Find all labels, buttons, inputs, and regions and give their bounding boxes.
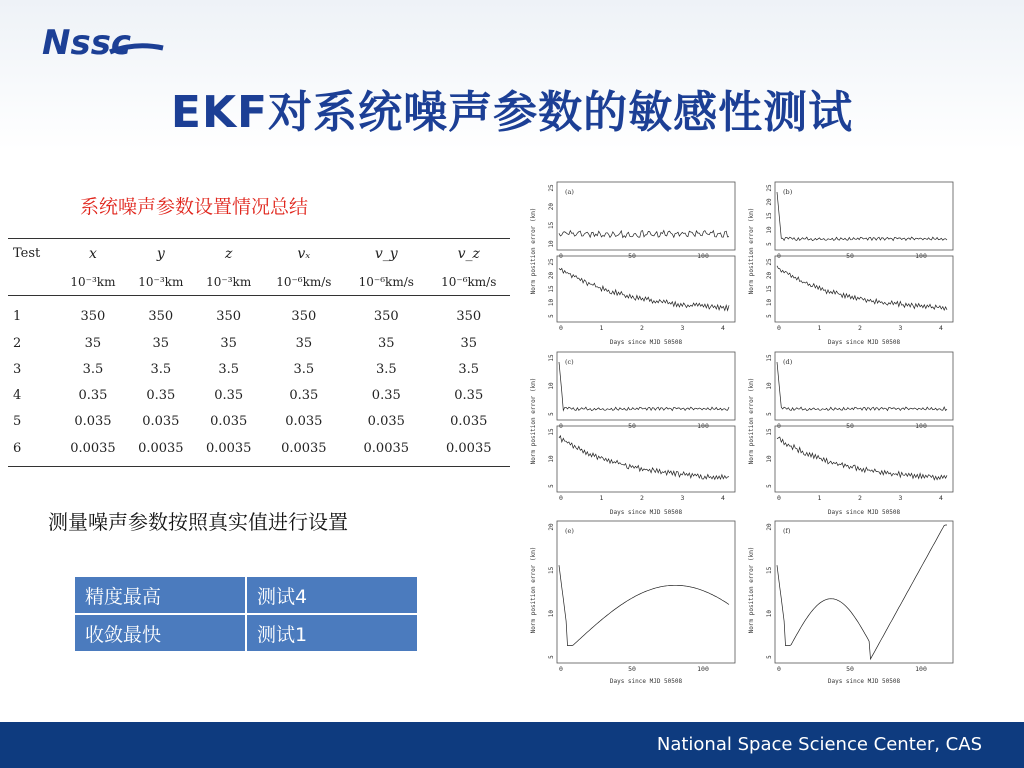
- summary-value: 测试4: [246, 576, 418, 614]
- error-curve: [777, 266, 947, 310]
- y-tick-label: 10: [766, 455, 773, 463]
- column-header: x: [88, 245, 97, 262]
- table-cell: 1: [13, 308, 22, 324]
- table-cell: 0.35: [78, 387, 108, 403]
- table-row: [8, 356, 510, 382]
- x-tick-label: 100: [697, 422, 709, 430]
- x-axis-label: Days since MJD 50508: [609, 678, 683, 685]
- logo-text: Nssc: [42, 24, 132, 62]
- table-row: [8, 434, 510, 467]
- y-tick-label: 5: [548, 484, 555, 488]
- unit-cell: 10⁻³km: [70, 274, 116, 289]
- unit-cell: [8, 268, 59, 296]
- y-tick-label: 15: [548, 428, 555, 436]
- footer-bar: [0, 722, 1024, 768]
- x-tick-label: 100: [915, 665, 927, 673]
- table-cell: 35: [295, 335, 313, 351]
- y-tick-label: 10: [766, 226, 773, 234]
- y-axis-label: Norm position error (km): [748, 207, 755, 295]
- table-cell: 0.035: [367, 413, 405, 429]
- plot-frame: [775, 521, 953, 663]
- table-cell: 4: [13, 387, 22, 403]
- y-tick-label: 10: [766, 610, 773, 618]
- y-tick-label: 15: [766, 212, 773, 220]
- x-tick-label: 2: [858, 324, 862, 332]
- column-header: vₓ: [297, 245, 311, 262]
- table-cell: 350: [456, 308, 482, 324]
- panel-label: (b): [783, 188, 793, 196]
- section-title: 系统噪声参数设置情况总结: [80, 196, 309, 218]
- table-cell: 6: [13, 440, 22, 456]
- y-tick-label: 20: [766, 198, 773, 206]
- x-tick-label: 0: [559, 252, 563, 260]
- table-cell: 0.035: [74, 413, 112, 429]
- x-tick-label: 1: [599, 324, 604, 332]
- y-tick-label: 25: [548, 184, 555, 192]
- y-tick-label: 5: [766, 412, 773, 416]
- y-tick-label: 25: [548, 258, 555, 266]
- x-axis-label: Days since MJD 50508: [827, 339, 901, 346]
- y-tick-label: 20: [766, 271, 773, 280]
- table-cell: 35: [220, 335, 237, 351]
- table-cell: 0.0035: [138, 440, 184, 456]
- x-tick-label: 0: [777, 252, 781, 260]
- table-cell: 350: [80, 308, 106, 324]
- noise-params-table: [8, 238, 510, 467]
- x-tick-label: 4: [939, 494, 943, 502]
- table-cell: 35: [84, 335, 102, 351]
- y-tick-label: 15: [548, 285, 555, 293]
- table-cell: 350: [291, 308, 317, 324]
- x-axis-label: Days since MJD 50508: [609, 509, 683, 516]
- table-cell: 0.035: [450, 413, 488, 429]
- x-tick-label: 0: [777, 665, 781, 673]
- x-tick-label: 1: [817, 324, 822, 332]
- x-tick-label: 50: [628, 665, 636, 673]
- x-tick-label: 0: [777, 422, 781, 430]
- x-tick-label: 100: [697, 665, 709, 673]
- unit-cell: 10⁻⁶km/s: [276, 274, 332, 289]
- table-cell: 35: [460, 335, 478, 351]
- y-tick-label: 25: [766, 258, 773, 266]
- table-cell: 0.35: [454, 387, 484, 403]
- y-axis-label: Norm position error (km): [530, 377, 537, 465]
- y-tick-label: 20: [548, 271, 555, 280]
- plot-panel: [745, 346, 963, 516]
- y-tick-label: 5: [548, 314, 555, 318]
- error-curve: [777, 437, 947, 480]
- y-axis-label: Norm position error (km): [530, 207, 537, 295]
- unit-cell: 10⁻⁶km/s: [358, 274, 414, 289]
- error-curve: [559, 268, 729, 310]
- column-header: v_y: [374, 245, 398, 262]
- table-header-row: [8, 239, 510, 269]
- panel-label: (a): [565, 188, 574, 196]
- unit-cell: 10⁻⁶km/s: [441, 274, 497, 289]
- plot-frame: [775, 426, 953, 492]
- y-tick-label: 15: [766, 566, 773, 574]
- y-tick-label: 15: [548, 221, 555, 229]
- table-cell: 0.35: [289, 387, 319, 403]
- y-tick-label: 10: [766, 298, 773, 307]
- y-tick-label: 10: [548, 298, 555, 307]
- table-cell: 0.0035: [446, 440, 492, 456]
- x-tick-label: 0: [559, 494, 563, 502]
- y-tick-label: 10: [548, 382, 555, 390]
- x-tick-label: 2: [640, 494, 644, 502]
- error-curve: [559, 436, 729, 480]
- plot-panel: [527, 515, 745, 685]
- y-tick-label: 5: [766, 484, 773, 488]
- summary-value: 测试1: [246, 614, 418, 652]
- x-tick-label: 1: [599, 494, 604, 502]
- table-row: [8, 408, 510, 434]
- table-cell: 5: [13, 413, 22, 429]
- table-cell: 0.035: [210, 413, 248, 429]
- column-header: z: [224, 245, 233, 262]
- measurement-noise-note: 测量噪声参数按照真实值进行设置: [48, 510, 348, 534]
- panel-label: (e): [565, 527, 574, 535]
- y-axis-label: Norm position error (km): [748, 377, 755, 465]
- nssc-logo: [40, 24, 165, 62]
- x-tick-label: 50: [846, 252, 854, 260]
- y-tick-label: 5: [766, 314, 773, 318]
- panel-label: (d): [783, 358, 793, 366]
- summary-row: [74, 576, 418, 614]
- table-cell: 0.35: [146, 387, 176, 403]
- table-cell: 3.5: [82, 361, 104, 377]
- error-curve: [559, 362, 729, 411]
- x-tick-label: 3: [680, 494, 685, 502]
- y-tick-label: 15: [766, 285, 773, 293]
- y-tick-label: 15: [548, 354, 555, 362]
- table-cell: 3.5: [293, 361, 315, 377]
- x-axis-label: Days since MJD 50508: [827, 678, 901, 685]
- x-tick-label: 2: [858, 494, 862, 502]
- plot-frame: [775, 256, 953, 322]
- table-cell: 3: [13, 361, 22, 377]
- table-row: [8, 296, 510, 331]
- x-tick-label: 0: [559, 665, 563, 673]
- table-cell: 3.5: [150, 361, 172, 377]
- y-tick-label: 25: [766, 184, 773, 192]
- x-tick-label: 0: [777, 494, 781, 502]
- y-axis-label: Norm position error (km): [748, 546, 755, 634]
- table-cell: 0.035: [285, 413, 323, 429]
- x-tick-label: 50: [628, 422, 636, 430]
- column-header: y: [156, 245, 165, 262]
- plot-frame: [557, 521, 735, 663]
- x-tick-label: 4: [721, 494, 725, 502]
- y-tick-label: 20: [548, 523, 555, 531]
- plot-frame: [557, 426, 735, 492]
- page-title: EKF对系统噪声参数的敏感性测试: [170, 87, 854, 138]
- table-unit-row: [8, 268, 510, 296]
- x-axis-label: Days since MJD 50508: [827, 509, 901, 516]
- table-cell: 0.0035: [205, 440, 252, 456]
- unit-cell: 10⁻³km: [138, 274, 184, 289]
- x-tick-label: 2: [640, 324, 644, 332]
- x-axis-label: Days since MJD 50508: [609, 339, 683, 346]
- table-cell: 3.5: [375, 361, 397, 377]
- table-cell: 0.35: [214, 387, 244, 403]
- summary-label: 收敛最快: [74, 614, 246, 652]
- x-tick-label: 0: [559, 324, 563, 332]
- plot-frame: [557, 182, 735, 250]
- plot-frame: [557, 352, 735, 420]
- plot-panel: [745, 176, 963, 346]
- x-tick-label: 4: [721, 324, 725, 332]
- x-tick-label: 4: [939, 324, 943, 332]
- table-cell: 3.5: [458, 361, 480, 377]
- table-cell: 0.035: [142, 413, 180, 429]
- error-curve: [777, 192, 947, 241]
- plot-panel: [527, 346, 745, 516]
- table-cell: 0.0035: [70, 440, 116, 456]
- table-cell: 0.35: [371, 387, 401, 403]
- x-tick-label: 0: [777, 324, 781, 332]
- x-tick-label: 3: [680, 324, 685, 332]
- table-cell: 2: [13, 335, 22, 351]
- y-tick-label: 5: [766, 242, 773, 246]
- panel-label: (c): [565, 358, 574, 366]
- y-tick-label: 5: [548, 412, 555, 416]
- x-tick-label: 3: [898, 494, 903, 502]
- panel-label: (f): [783, 527, 791, 535]
- error-curve: [777, 362, 947, 411]
- table-cell: 3.5: [218, 361, 240, 377]
- column-header: Test: [13, 246, 41, 261]
- y-tick-label: 5: [766, 655, 773, 659]
- x-tick-label: 50: [628, 252, 636, 260]
- x-tick-label: 3: [898, 324, 903, 332]
- y-tick-label: 15: [766, 354, 773, 362]
- error-curve: [777, 525, 947, 659]
- unit-cell: 10⁻³km: [206, 274, 252, 289]
- x-tick-label: 100: [915, 422, 927, 430]
- x-tick-label: 0: [559, 422, 563, 430]
- plot-panel: [745, 515, 963, 685]
- x-tick-label: 100: [697, 252, 709, 260]
- y-tick-label: 10: [548, 610, 555, 618]
- table-cell: 0.0035: [363, 440, 410, 456]
- table-cell: 35: [378, 335, 395, 351]
- plot-frame: [775, 182, 953, 250]
- y-tick-label: 10: [548, 240, 555, 248]
- x-tick-label: 1: [817, 494, 822, 502]
- table-cell: 350: [216, 308, 242, 324]
- summary-row: [74, 614, 418, 652]
- y-axis-label: Norm position error (km): [530, 546, 537, 634]
- table-row: [8, 382, 510, 408]
- error-curve: [559, 231, 729, 238]
- summary-table: [73, 575, 419, 653]
- footer-text: National Space Science Center, CAS: [656, 734, 982, 755]
- x-tick-label: 100: [915, 252, 927, 260]
- table-body: [8, 296, 510, 467]
- table-row: [8, 330, 510, 356]
- error-curve: [559, 565, 729, 645]
- y-tick-label: 20: [766, 523, 773, 531]
- y-tick-label: 15: [766, 428, 773, 436]
- x-tick-label: 50: [846, 422, 854, 430]
- summary-label: 精度最高: [74, 576, 246, 614]
- y-tick-label: 15: [548, 566, 555, 574]
- y-tick-label: 20: [548, 203, 555, 211]
- plot-panel: [527, 176, 745, 346]
- x-tick-label: 50: [846, 665, 854, 673]
- y-tick-label: 10: [766, 382, 773, 390]
- plot-frame: [775, 352, 953, 420]
- table-cell: 350: [373, 308, 399, 324]
- logo-swoosh: [110, 46, 163, 52]
- y-tick-label: 10: [548, 455, 555, 463]
- table-cell: 0.0035: [281, 440, 327, 456]
- column-header: v_z: [457, 245, 480, 262]
- plot-frame: [557, 256, 735, 322]
- y-tick-label: 5: [548, 655, 555, 659]
- table-cell: 350: [148, 308, 174, 324]
- table-cell: 35: [152, 335, 170, 351]
